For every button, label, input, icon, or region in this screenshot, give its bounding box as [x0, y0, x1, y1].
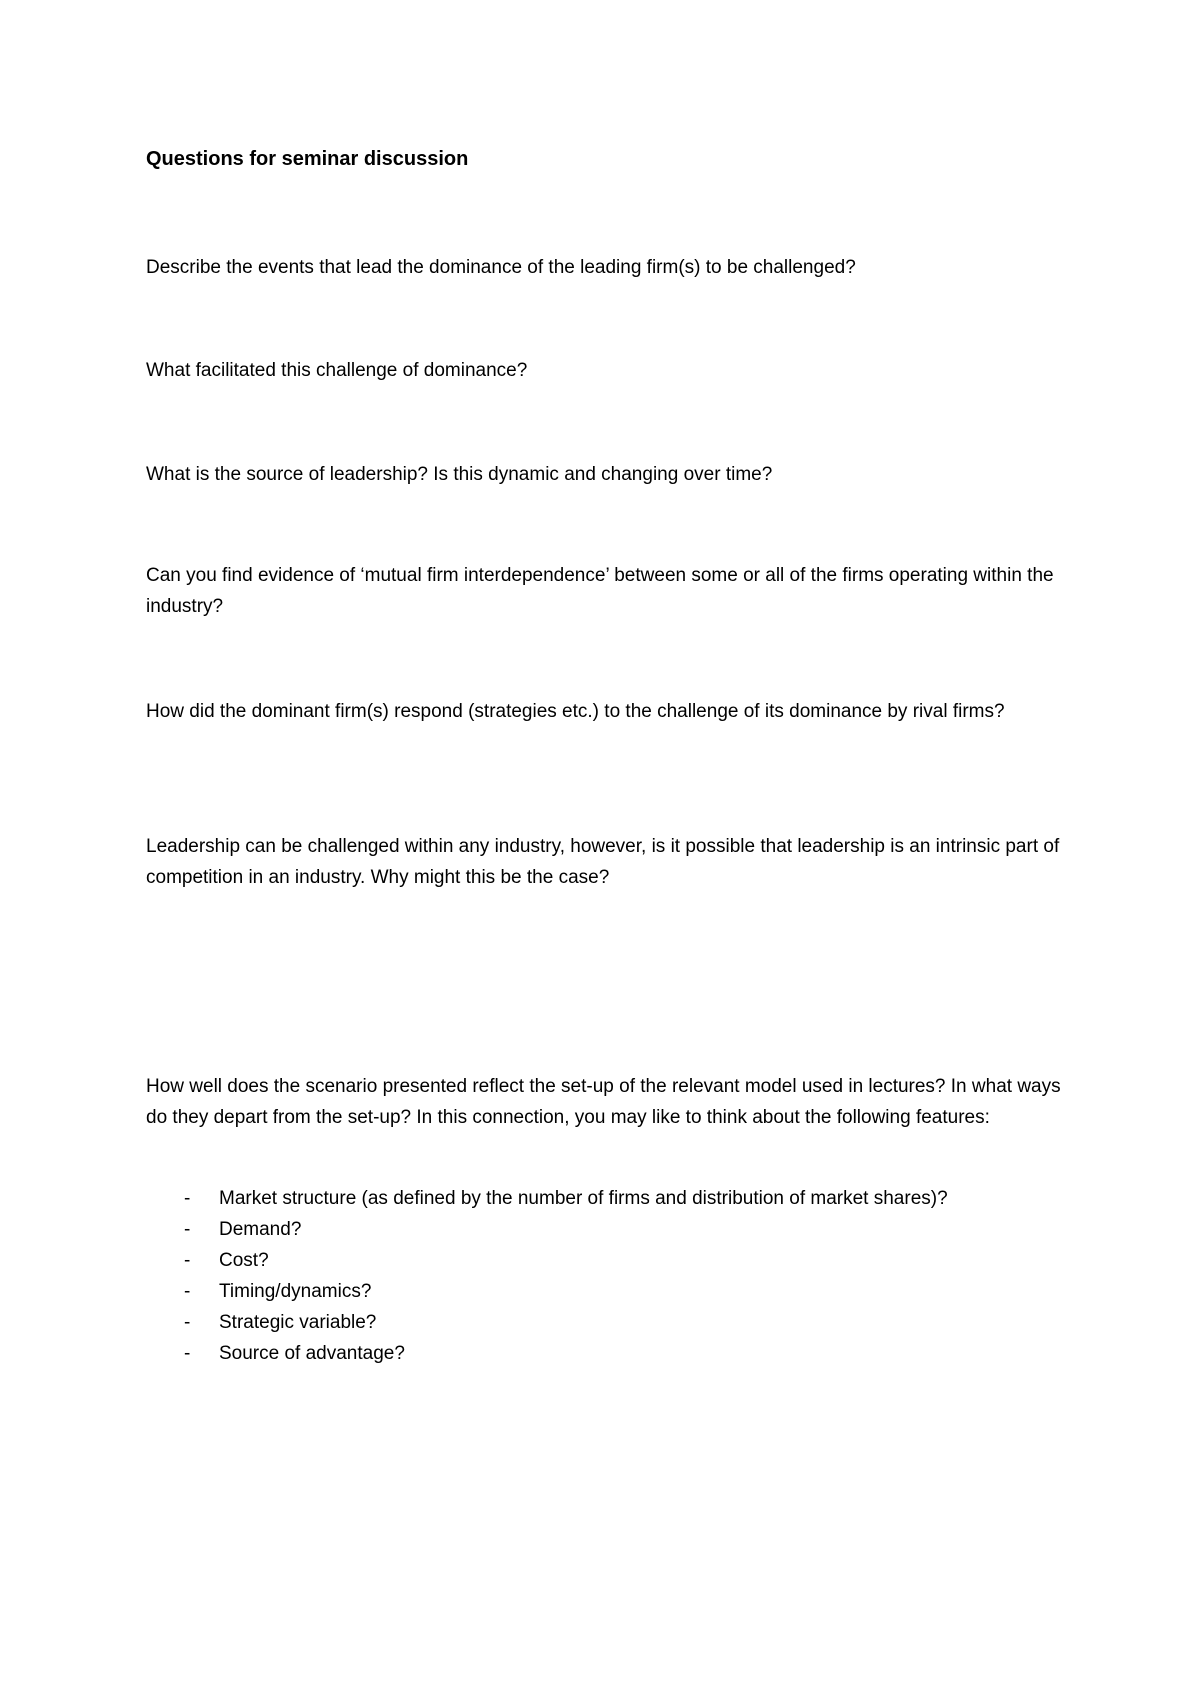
question-5: How did the dominant firm(s) respond (strategies etc.) to the challenge of its dominance by rival firms?	[146, 701, 1005, 722]
page-title: Questions for seminar discussion	[146, 148, 469, 170]
list-item	[146, 1245, 948, 1276]
feature-text: Cost?	[219, 1250, 269, 1271]
feature-text: Strategic variable?	[219, 1312, 377, 1333]
feature-text: Timing/dynamics?	[219, 1281, 372, 1302]
list-item	[146, 1338, 948, 1369]
question-7: How well does the scenario presented reflect the set-up of the relevant model used in lectures? In what ways do they depart from the set-up? In this connection, you may like to think about the following features:	[146, 1076, 1061, 1128]
bullet-dash: -	[184, 1312, 191, 1333]
bullet-dash: -	[184, 1343, 191, 1364]
list-item	[146, 1214, 948, 1245]
question-1: Describe the events that lead the dominance of the leading firm(s) to be challenged?	[146, 257, 856, 278]
question-4: Can you find evidence of ‘mutual firm interdependence’ between some or all of the firms operating within the industry?	[146, 565, 1054, 617]
list-item	[146, 1276, 948, 1307]
bullet-dash: -	[184, 1250, 191, 1271]
features-list	[146, 1183, 948, 1369]
feature-text: Market structure (as defined by the number of firms and distribution of market shares)?	[219, 1188, 948, 1209]
list-item	[146, 1183, 948, 1214]
list-item	[146, 1307, 948, 1338]
feature-text: Demand?	[219, 1219, 302, 1240]
feature-text: Source of advantage?	[219, 1343, 405, 1364]
question-3: What is the source of leadership? Is this dynamic and changing over time?	[146, 464, 773, 485]
question-2: What facilitated this challenge of dominance?	[146, 360, 528, 381]
bullet-dash: -	[184, 1188, 191, 1209]
question-6: Leadership can be challenged within any industry, however, is it possible that leadership is an intrinsic part of competition in an industry. Why might this be the case?	[146, 836, 1060, 888]
bullet-dash: -	[184, 1219, 191, 1240]
bullet-dash: -	[184, 1281, 191, 1302]
